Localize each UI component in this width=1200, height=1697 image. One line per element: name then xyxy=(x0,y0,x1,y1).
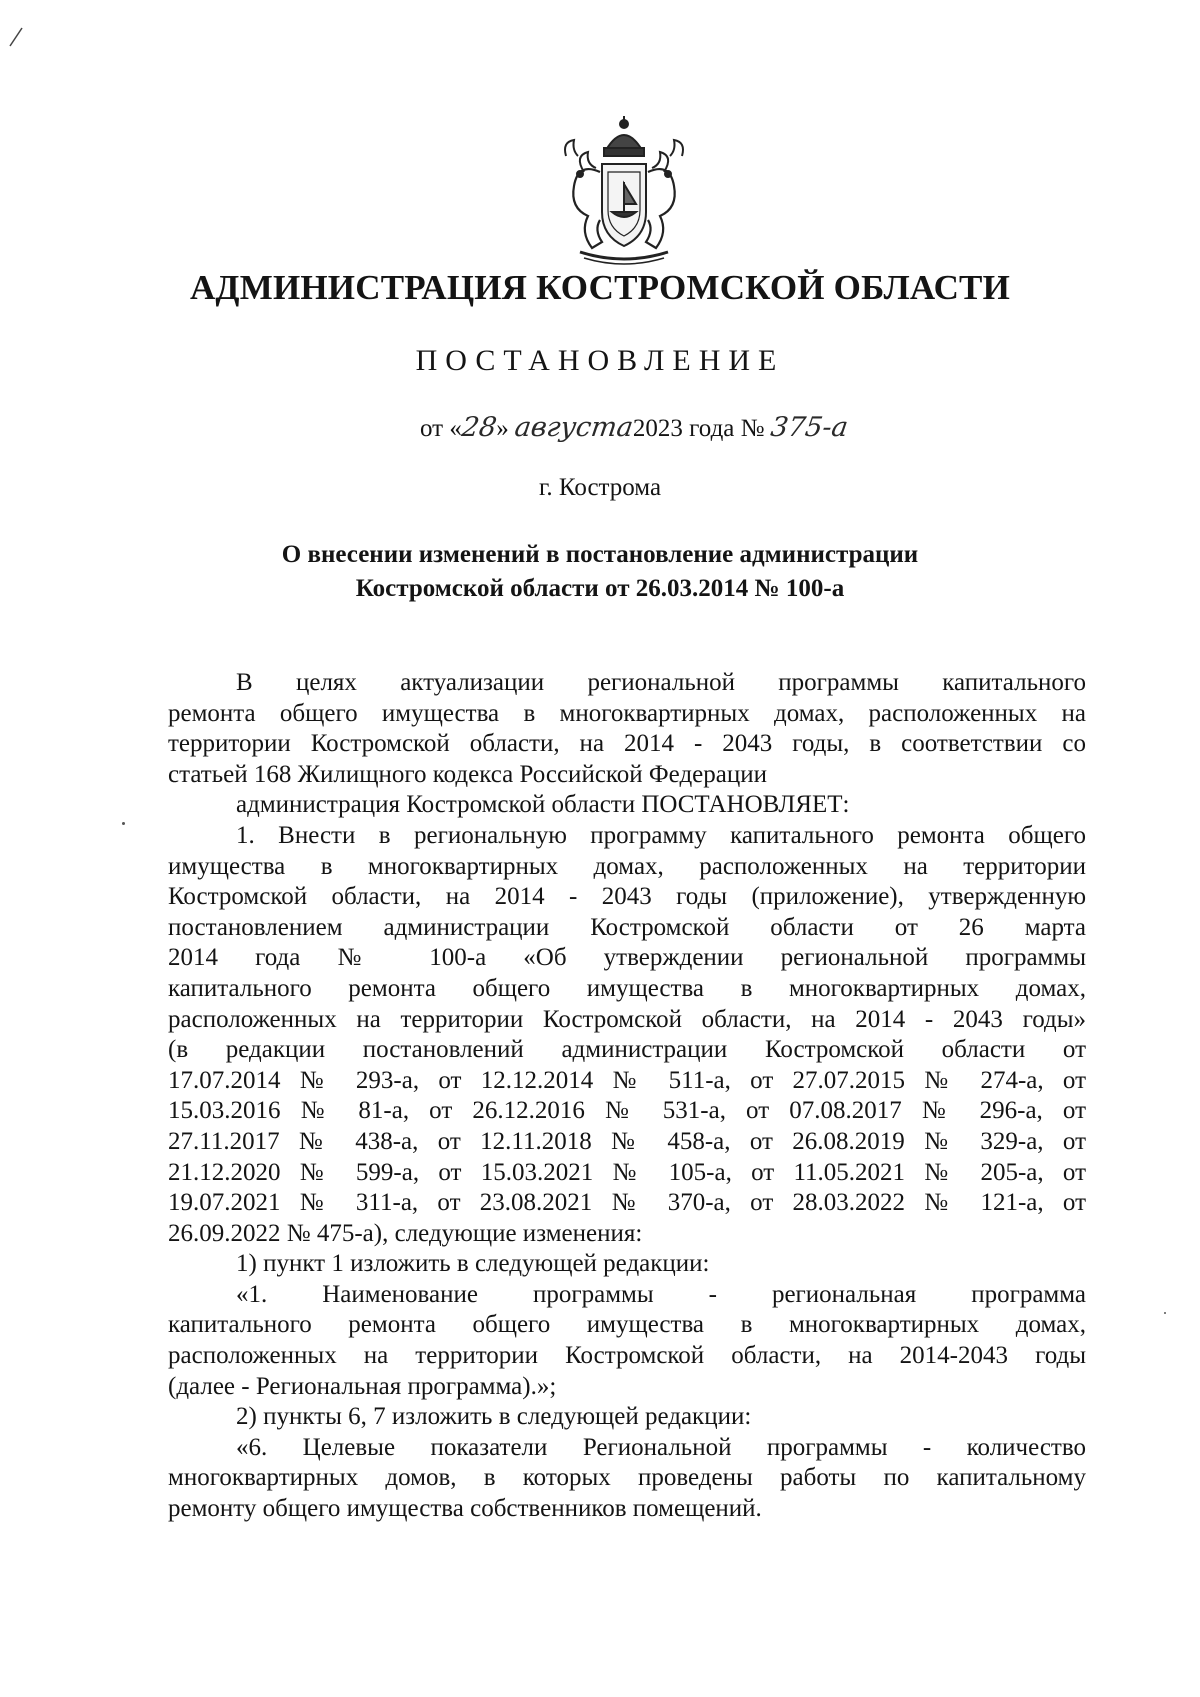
document-type: ПОСТАНОВЛЕНИЕ xyxy=(415,344,785,377)
body-line: 2) пункты 6, 7 изложить в следующей редакции: xyxy=(236,1403,752,1431)
body-line: 2014 года № 100-а «Об утверждении региональной программы xyxy=(168,944,1086,972)
body-line: 21.12.2020 № 599-а, от 15.03.2021 № 105-а, от 11.05.2021 № 205-а, от xyxy=(168,1158,1086,1186)
body-line: (в редакции постановлений администрации Костромской области от xyxy=(168,1036,1086,1064)
subject-line: Костромской области от 26.03.2014 № 100-а xyxy=(355,575,845,602)
date-prefix: от « xyxy=(420,415,462,442)
city-name: г. Кострома xyxy=(538,474,662,501)
scan-speck xyxy=(1164,1312,1166,1314)
body-line: территории Костромской области, на 2014 - 2043 годы, в соответствии со xyxy=(168,730,1086,758)
body-line: 1. Внести в региональную программу капитального ремонта общего xyxy=(236,821,1086,849)
body-line: расположенных на территории Костромской области, на 2014 - 2043 годы» xyxy=(168,1005,1086,1033)
body-line: В целях актуализации региональной программы капитального xyxy=(236,669,1086,696)
document-subject xyxy=(0,538,1200,606)
body-line: ремонту общего имущества собственников помещений. xyxy=(168,1495,762,1523)
date-year-text: 2023 года № xyxy=(632,415,765,442)
handwritten-document-number: 375-а xyxy=(768,412,850,443)
handwritten-day: 28 xyxy=(459,412,499,443)
document-body xyxy=(168,668,1086,1525)
body-line: «1. Наименование программы - региональная программа xyxy=(236,1280,1086,1308)
body-line: 19.07.2021 № 311-а, от 23.08.2021 № 370-а, от 28.03.2022 № 121-а, от xyxy=(168,1189,1086,1217)
date-mid: » xyxy=(496,415,509,442)
scan-mark xyxy=(6,24,30,48)
body-line: 1) пункт 1 изложить в следующей редакции: xyxy=(236,1250,710,1278)
scan-speck xyxy=(122,822,125,825)
body-line: 26.09.2022 № 475-а), следующие изменения: xyxy=(168,1219,643,1247)
body-line: многоквартирных домов, в которых проведены работы по капитальному xyxy=(168,1464,1086,1492)
body-line: постановлением администрации Костромской области от 26 марта xyxy=(168,913,1086,941)
date-number-line xyxy=(420,412,848,443)
body-line: 15.03.2016 № 81-а, от 26.12.2016 № 531-а, от 07.08.2017 № 296-а, от xyxy=(168,1097,1086,1125)
body-line: 27.11.2017 № 438-а, от 12.11.2018 № 458-а, от 26.08.2019 № 329-а, от xyxy=(168,1127,1086,1155)
body-line: капитального ремонта общего имущества в многоквартирных домах, xyxy=(168,974,1086,1002)
body-line: имущества в многоквартирных домах, расположенных на территории xyxy=(168,852,1086,880)
body-line: «6. Целевые показатели Региональной программы - количество xyxy=(236,1433,1086,1461)
subject-line: О внесении изменений в постановление администрации xyxy=(281,541,919,568)
body-line: (далее - Региональная программа).»; xyxy=(168,1372,557,1400)
body-line: капитального ремонта общего имущества в многоквартирных домах, xyxy=(168,1311,1086,1339)
coat-of-arms-emblem xyxy=(544,112,704,272)
body-line: ремонта общего имущества в многоквартирных домах, расположенных на xyxy=(168,699,1086,727)
body-line: администрация Костромской области ПОСТАНОВЛЯЕТ: xyxy=(236,791,850,819)
organization-title: АДМИНИСТРАЦИЯ КОСТРОМСКОЙ ОБЛАСТИ xyxy=(189,268,1011,307)
body-line: расположенных на территории Костромской области, на 2014-2043 годы xyxy=(168,1342,1086,1370)
body-line: Костромской области, на 2014 - 2043 годы (приложение), утвержденную xyxy=(168,883,1086,911)
handwritten-month: августа xyxy=(512,412,636,443)
body-line: статьей 168 Жилищного кодекса Российской Федерации xyxy=(168,760,767,788)
body-line: 17.07.2014 № 293-а, от 12.12.2014 № 511-а, от 27.07.2015 № 274-а, от xyxy=(168,1066,1086,1094)
